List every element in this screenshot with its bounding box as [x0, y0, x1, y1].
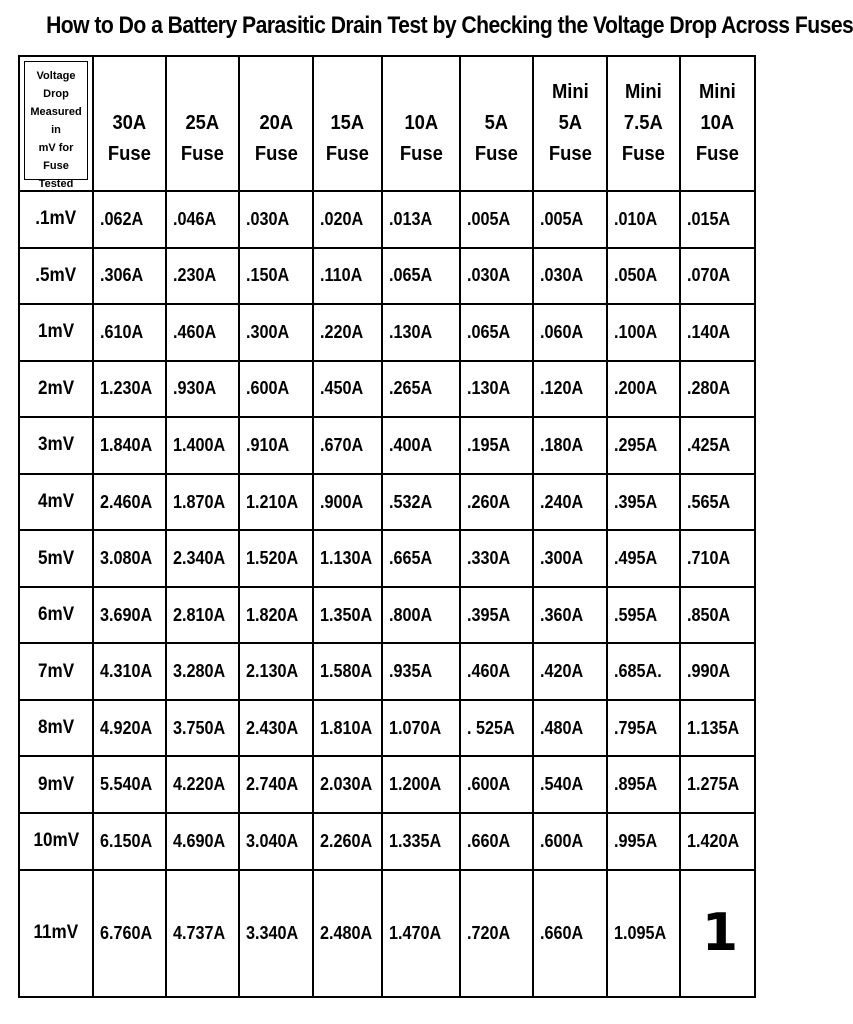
column-header-30a: 30A Fuse	[93, 56, 166, 191]
amperage-cell: 1.580A	[313, 643, 382, 700]
amperage-cell: 3.080A	[93, 530, 166, 587]
amperage-cell: .300A	[533, 530, 607, 587]
amperage-cell: .005A	[533, 191, 607, 248]
amperage-cell: 1.470A	[382, 870, 460, 997]
table-row	[19, 700, 755, 757]
amperage-cell: .020A	[313, 191, 382, 248]
amperage-cell: .070A	[680, 248, 755, 305]
amperage-cell: .600A	[460, 756, 533, 813]
amperage-cell: .995A	[607, 813, 680, 870]
amperage-cell	[680, 870, 755, 997]
amperage-cell: .460A	[166, 304, 239, 361]
amperage-cell: 2.030A	[313, 756, 382, 813]
amperage-cell: .850A	[680, 587, 755, 644]
amperage-cell: .240A	[533, 474, 607, 531]
corner-label: Voltage Drop Measured in mV for Fuse Tested	[24, 61, 88, 180]
amperage-cell: 3.750A	[166, 700, 239, 757]
amperage-cell: .540A	[533, 756, 607, 813]
amperage-cell: 1.350A	[313, 587, 382, 644]
row-label-mv: 7mV	[19, 643, 93, 700]
amperage-cell: .130A	[460, 361, 533, 418]
amperage-cell: .265A	[382, 361, 460, 418]
row-label-mv: 2mV	[19, 361, 93, 418]
amperage-cell: .532A	[382, 474, 460, 531]
amperage-cell: .062A	[93, 191, 166, 248]
table-row	[19, 530, 755, 587]
amperage-cell: .710A	[680, 530, 755, 587]
amperage-cell: 3.040A	[239, 813, 313, 870]
amperage-cell: .670A	[313, 417, 382, 474]
amperage-cell: .600A	[239, 361, 313, 418]
amperage-cell: 1.200A	[382, 756, 460, 813]
table-row	[19, 417, 755, 474]
column-header-mini-5a: Mini 5A Fuse	[533, 56, 607, 191]
amperage-cell: .800A	[382, 587, 460, 644]
table-row	[19, 361, 755, 418]
amperage-cell: .306A	[93, 248, 166, 305]
row-label-mv: 1mV	[19, 304, 93, 361]
amperage-cell: 1.820A	[239, 587, 313, 644]
amperage-cell: .046A	[166, 191, 239, 248]
amperage-cell: 1.335A	[382, 813, 460, 870]
row-label-mv: .5mV	[19, 248, 93, 305]
amperage-cell: .420A	[533, 643, 607, 700]
amperage-cell: .295A	[607, 417, 680, 474]
amperage-cell: .935A	[382, 643, 460, 700]
amperage-cell: 1.520A	[239, 530, 313, 587]
table-row	[19, 813, 755, 870]
amperage-cell: 1.210A	[239, 474, 313, 531]
amperage-cell: 1.130A	[313, 530, 382, 587]
table-row	[19, 191, 755, 248]
amperage-cell: 1.135A	[680, 700, 755, 757]
column-header-10a: 10A Fuse	[382, 56, 460, 191]
column-header-mini-7-5a: Mini 7.5A Fuse	[607, 56, 680, 191]
amperage-cell: .460A	[460, 643, 533, 700]
amperage-cell: .065A	[382, 248, 460, 305]
amperage-cell: 3.280A	[166, 643, 239, 700]
amperage-cell: 1.840A	[93, 417, 166, 474]
amperage-cell: 3.690A	[93, 587, 166, 644]
amperage-cell: .220A	[313, 304, 382, 361]
page-title: How to Do a Battery Parasitic Drain Test by Checking the Voltage Drop Across Fuses	[46, 12, 853, 39]
amperage-cell: 2.740A	[239, 756, 313, 813]
amperage-cell: 2.480A	[313, 870, 382, 997]
amperage-cell: .910A	[239, 417, 313, 474]
corner-header-cell	[19, 56, 93, 191]
amperage-cell: .665A	[382, 530, 460, 587]
amperage-cell: .495A	[607, 530, 680, 587]
amperage-cell: .720A	[460, 870, 533, 997]
amperage-cell: .685A.	[607, 643, 680, 700]
amperage-cell: .005A	[460, 191, 533, 248]
amperage-cell: .200A	[607, 361, 680, 418]
column-header-25a: 25A Fuse	[166, 56, 239, 191]
amperage-cell: . 525A	[460, 700, 533, 757]
amperage-cell: .425A	[680, 417, 755, 474]
amperage-cell: .280A	[680, 361, 755, 418]
row-label-mv: 10mV	[19, 813, 93, 870]
amperage-cell: 2.130A	[239, 643, 313, 700]
row-label-mv: 9mV	[19, 756, 93, 813]
amperage-cell: .150A	[239, 248, 313, 305]
amperage-cell: .660A	[533, 870, 607, 997]
amperage-cell: .060A	[533, 304, 607, 361]
column-header-5a: 5A Fuse	[460, 56, 533, 191]
header-row	[19, 56, 755, 191]
amperage-cell: .600A	[533, 813, 607, 870]
amperage-cell: .450A	[313, 361, 382, 418]
amperage-cell: 2.260A	[313, 813, 382, 870]
table-row	[19, 870, 755, 997]
amperage-cell: .900A	[313, 474, 382, 531]
amperage-cell: 3.340A	[239, 870, 313, 997]
amperage-cell: .110A	[313, 248, 382, 305]
amperage-cell: .300A	[239, 304, 313, 361]
amperage-cell: .360A	[533, 587, 607, 644]
amperage-cell: 5.540A	[93, 756, 166, 813]
column-header-mini-10a: Mini 10A Fuse	[680, 56, 755, 191]
amperage-cell: 2.340A	[166, 530, 239, 587]
table-row	[19, 248, 755, 305]
amperage-cell: 1.230A	[93, 361, 166, 418]
amperage-cell: 6.150A	[93, 813, 166, 870]
row-label-mv: 5mV	[19, 530, 93, 587]
amperage-cell: .395A	[607, 474, 680, 531]
amperage-cell: 1.870A	[166, 474, 239, 531]
amperage-cell: .100A	[607, 304, 680, 361]
fuse-voltage-drop-table	[18, 55, 756, 998]
amperage-cell: .660A	[460, 813, 533, 870]
amperage-cell: 4.737A	[166, 870, 239, 997]
row-label-mv: 6mV	[19, 587, 93, 644]
table-row	[19, 587, 755, 644]
amperage-cell: .990A	[680, 643, 755, 700]
column-header-15a: 15A Fuse	[313, 56, 382, 191]
amperage-cell: 1.095A	[607, 870, 680, 997]
amperage-cell: .010A	[607, 191, 680, 248]
amperage-cell: 2.460A	[93, 474, 166, 531]
amperage-cell: .030A	[239, 191, 313, 248]
amperage-cell: .395A	[460, 587, 533, 644]
amperage-cell: .400A	[382, 417, 460, 474]
column-header-20a: 20A Fuse	[239, 56, 313, 191]
amperage-cell: .050A	[607, 248, 680, 305]
amperage-cell: .895A	[607, 756, 680, 813]
amperage-cell: .030A	[533, 248, 607, 305]
amperage-cell: 2.810A	[166, 587, 239, 644]
amperage-cell: 1.070A	[382, 700, 460, 757]
amperage-cell: .260A	[460, 474, 533, 531]
row-label-mv: 11mV	[19, 870, 93, 997]
amperage-cell: 2.430A	[239, 700, 313, 757]
amperage-cell: .180A	[533, 417, 607, 474]
row-label-mv: 4mV	[19, 474, 93, 531]
amperage-cell: 4.920A	[93, 700, 166, 757]
table-row	[19, 304, 755, 361]
amperage-cell: .930A	[166, 361, 239, 418]
row-label-mv: 8mV	[19, 700, 93, 757]
amperage-cell: 6.760A	[93, 870, 166, 997]
amperage-cell: .195A	[460, 417, 533, 474]
amperage-cell: .120A	[533, 361, 607, 418]
amperage-cell: 4.310A	[93, 643, 166, 700]
amperage-cell: .140A	[680, 304, 755, 361]
amperage-cell: .065A	[460, 304, 533, 361]
amperage-cell: .795A	[607, 700, 680, 757]
amperage-cell: .595A	[607, 587, 680, 644]
amperage-cell: .330A	[460, 530, 533, 587]
amperage-cell: .480A	[533, 700, 607, 757]
table-row	[19, 643, 755, 700]
amperage-cell: 4.690A	[166, 813, 239, 870]
amperage-cell: 1.275A	[680, 756, 755, 813]
amperage-cell: .013A	[382, 191, 460, 248]
amperage-cell: .565A	[680, 474, 755, 531]
row-label-mv: .1mV	[19, 191, 93, 248]
table-row	[19, 474, 755, 531]
amperage-cell: 1.400A	[166, 417, 239, 474]
table-row	[19, 756, 755, 813]
amperage-cell: .015A	[680, 191, 755, 248]
page-number: 1	[701, 903, 738, 964]
amperage-cell: .130A	[382, 304, 460, 361]
amperage-cell: .610A	[93, 304, 166, 361]
amperage-cell: .030A	[460, 248, 533, 305]
amperage-cell: .230A	[166, 248, 239, 305]
amperage-cell: 1.420A	[680, 813, 755, 870]
table-body	[19, 191, 755, 997]
amperage-cell: 1.810A	[313, 700, 382, 757]
row-label-mv: 3mV	[19, 417, 93, 474]
amperage-cell: 4.220A	[166, 756, 239, 813]
